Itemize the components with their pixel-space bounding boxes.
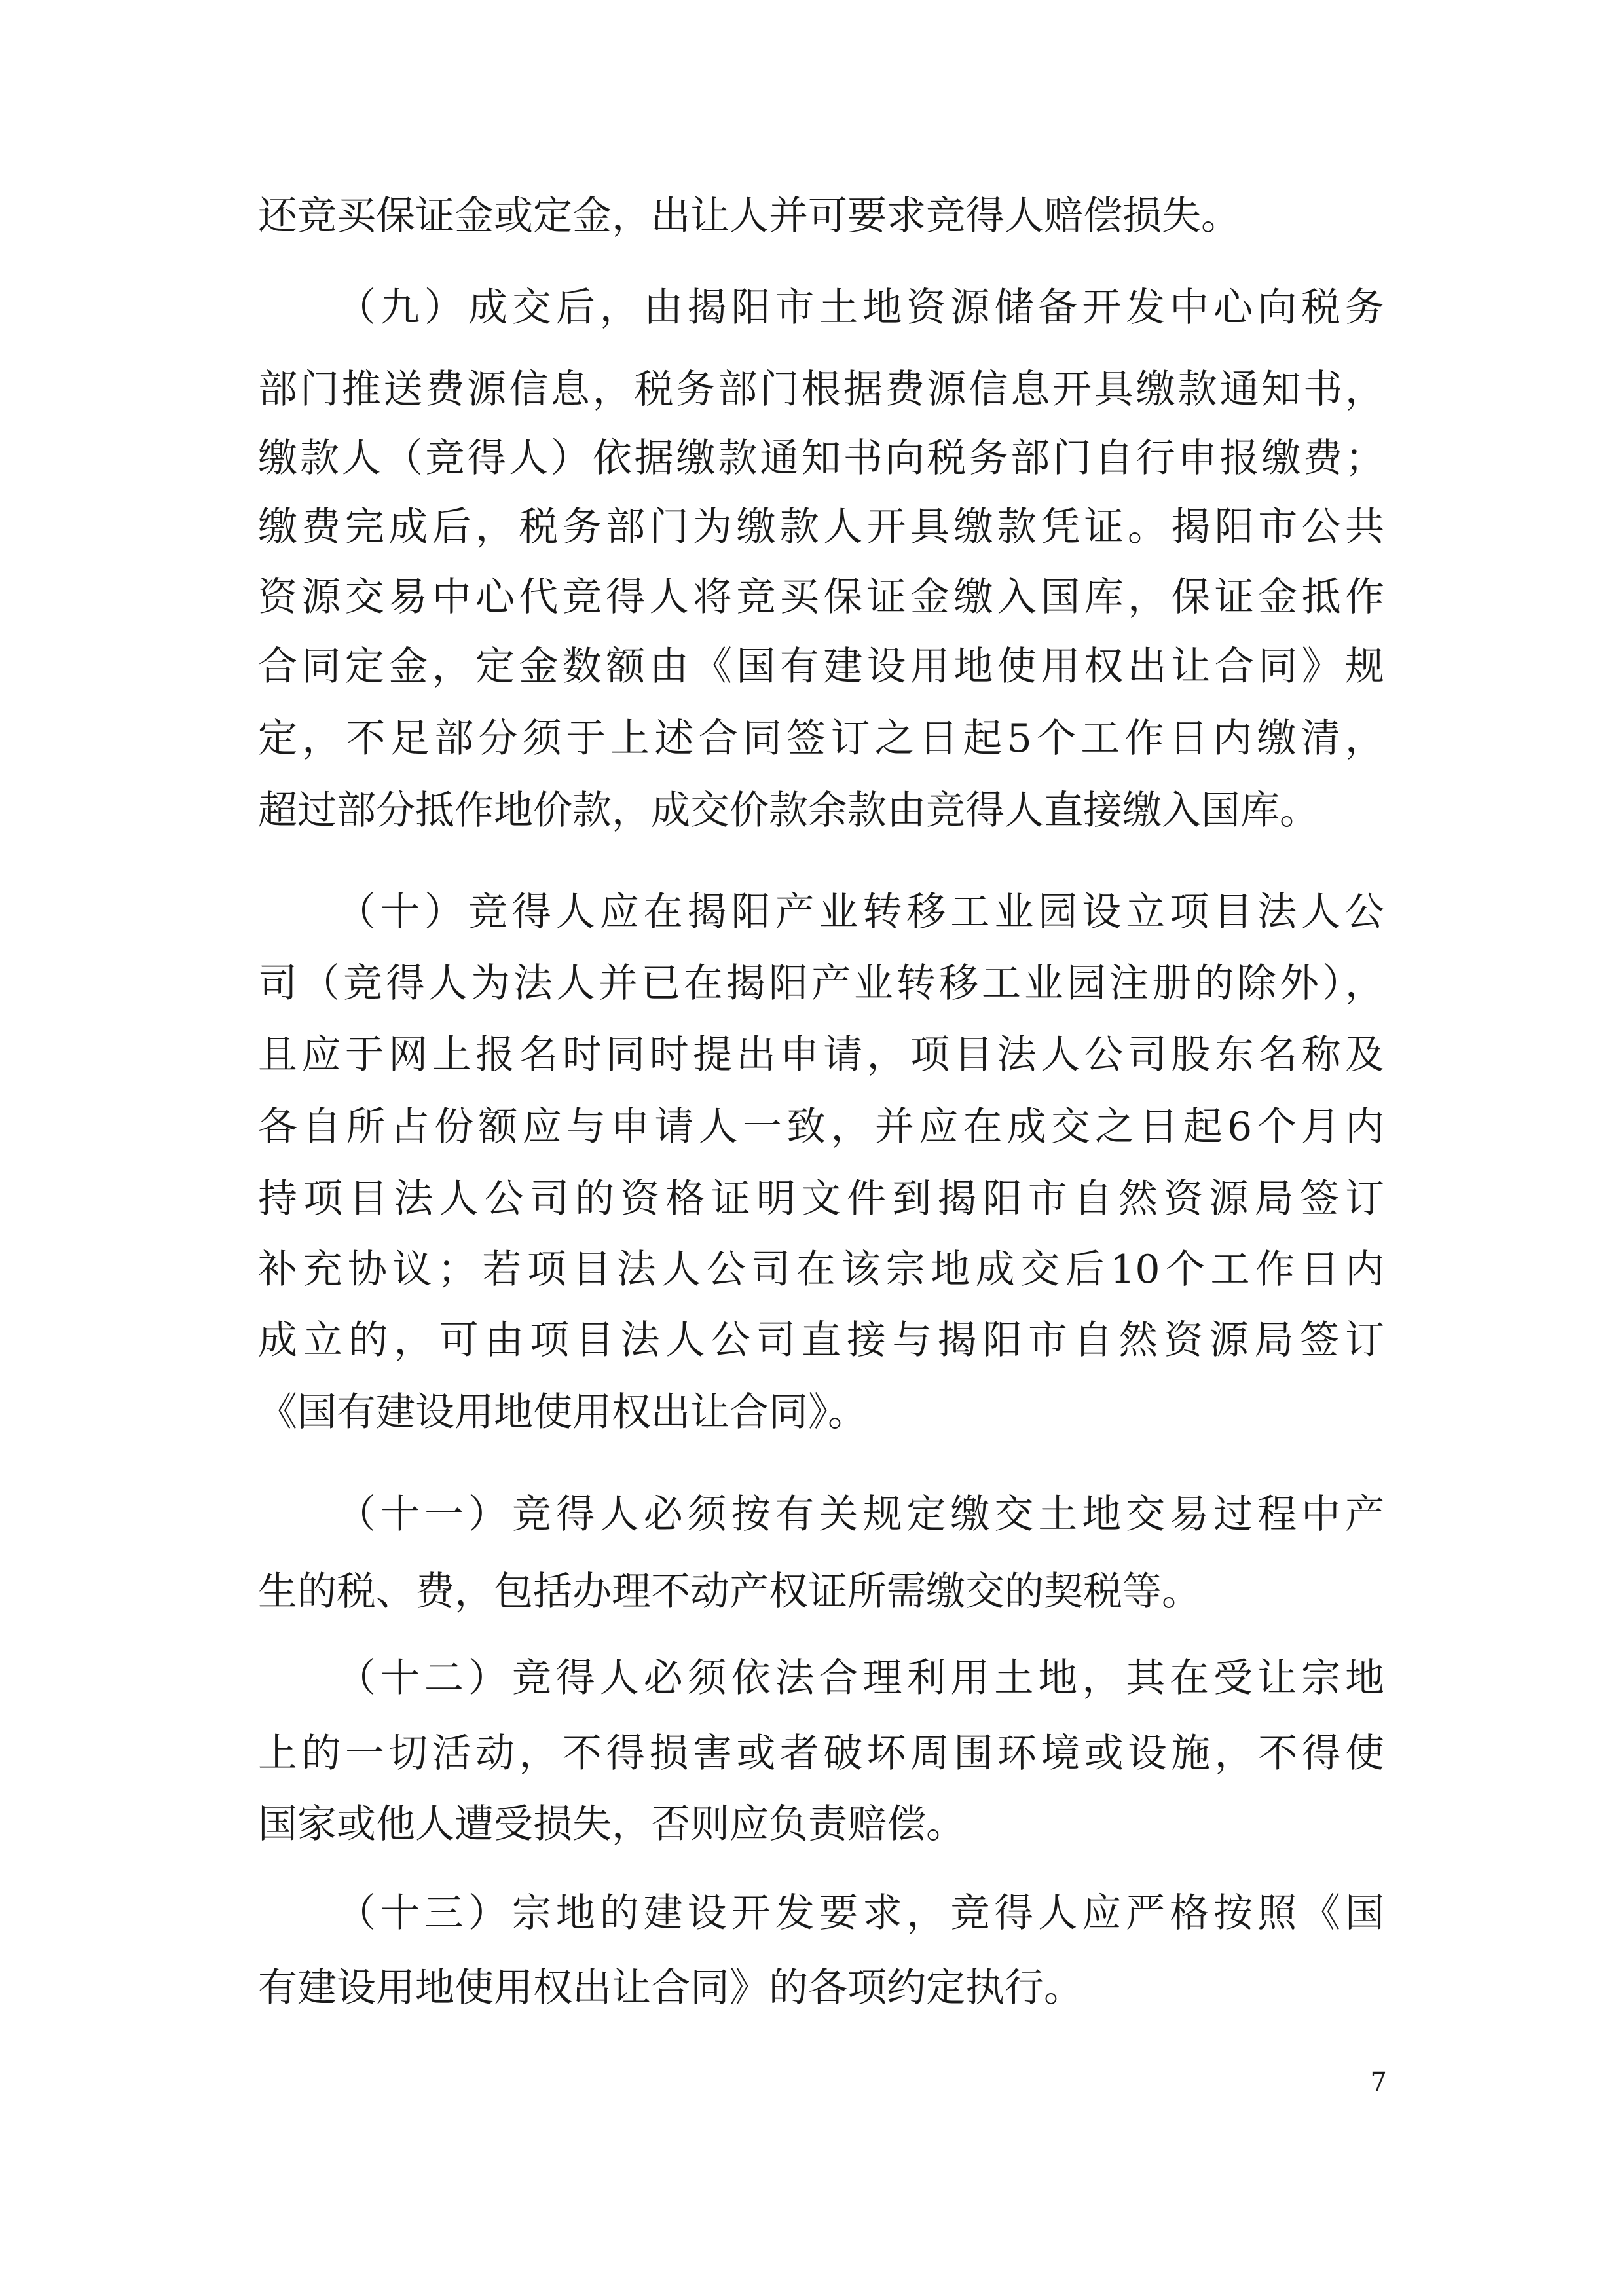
- paragraph-line: （十二）竞得人必须依法合理利用土地，其在受让宗地: [337, 1655, 1384, 1701]
- paragraph-line: 《国有建设用地使用权出让合同》。: [258, 1389, 867, 1435]
- paragraph-line: 定，不足部分须于上述合同签订之日起5个工作日内缴清，: [258, 716, 1384, 762]
- paragraph-line: 国家或他人遭受损失，否则应负责赔偿。: [258, 1801, 965, 1847]
- paragraph-line: 上的一切活动，不得损害或者破坏周围环境或设施，不得使: [258, 1731, 1384, 1776]
- paragraph-line: 且应于网上报名时同时提出申请，项目法人公司股东名称及: [258, 1032, 1384, 1078]
- paragraph-line: 生的税、费，包括办理不动产权证所需缴交的契税等。: [258, 1569, 1201, 1615]
- paragraph-line: 成立的，可由项目法人公司直接与揭阳市自然资源局签订: [258, 1317, 1384, 1363]
- paragraph-line: 资源交易中心代竞得人将竞买保证金缴入国库，保证金抵作: [258, 574, 1384, 620]
- paragraph-line: 有建设用地使用权出让合同》的各项约定执行。: [258, 1965, 1083, 2011]
- paragraph-line: 缴费完成后，税务部门为缴款人开具缴款凭证。揭阳市公共: [258, 504, 1384, 550]
- paragraph-line: 各自所占份额应与申请人一致，并应在成交之日起6个月内: [258, 1104, 1384, 1150]
- paragraph-line: 还竞买保证金或定金，出让人并可要求竞得人赔偿损失。: [258, 193, 1240, 239]
- paragraph-line: 补充协议；若项目法人公司在该宗地成交后10个工作日内: [258, 1247, 1384, 1293]
- page-number: 7: [1370, 2067, 1387, 2097]
- paragraph-line: 超过部分抵作地价款，成交价款余款由竞得人直接缴入国库。: [258, 788, 1319, 834]
- paragraph-line: 缴款人（竞得人）依据缴款通知书向税务部门自行申报缴费；: [258, 435, 1384, 481]
- paragraph-line: （九）成交后，由揭阳市土地资源储备开发中心向税务: [337, 285, 1384, 331]
- paragraph-line: （十一）竞得人必须按有关规定缴交土地交易过程中产: [337, 1492, 1384, 1537]
- paragraph-line: 持项目法人公司的资格证明文件到揭阳市自然资源局签订: [258, 1176, 1384, 1222]
- paragraph-line: 合同定金，定金数额由《国有建设用地使用权出让合同》规: [258, 644, 1384, 689]
- paragraph-line: （十三）宗地的建设开发要求，竞得人应严格按照《国: [337, 1890, 1384, 1936]
- paragraph-line: （十）竞得人应在揭阳产业转移工业园设立项目法人公: [337, 889, 1384, 935]
- paragraph-line: 司（竞得人为法人并已在揭阳产业转移工业园注册的除外），: [258, 961, 1384, 1006]
- paragraph-line: 部门推送费源信息，税务部门根据费源信息开具缴款通知书，: [258, 367, 1384, 413]
